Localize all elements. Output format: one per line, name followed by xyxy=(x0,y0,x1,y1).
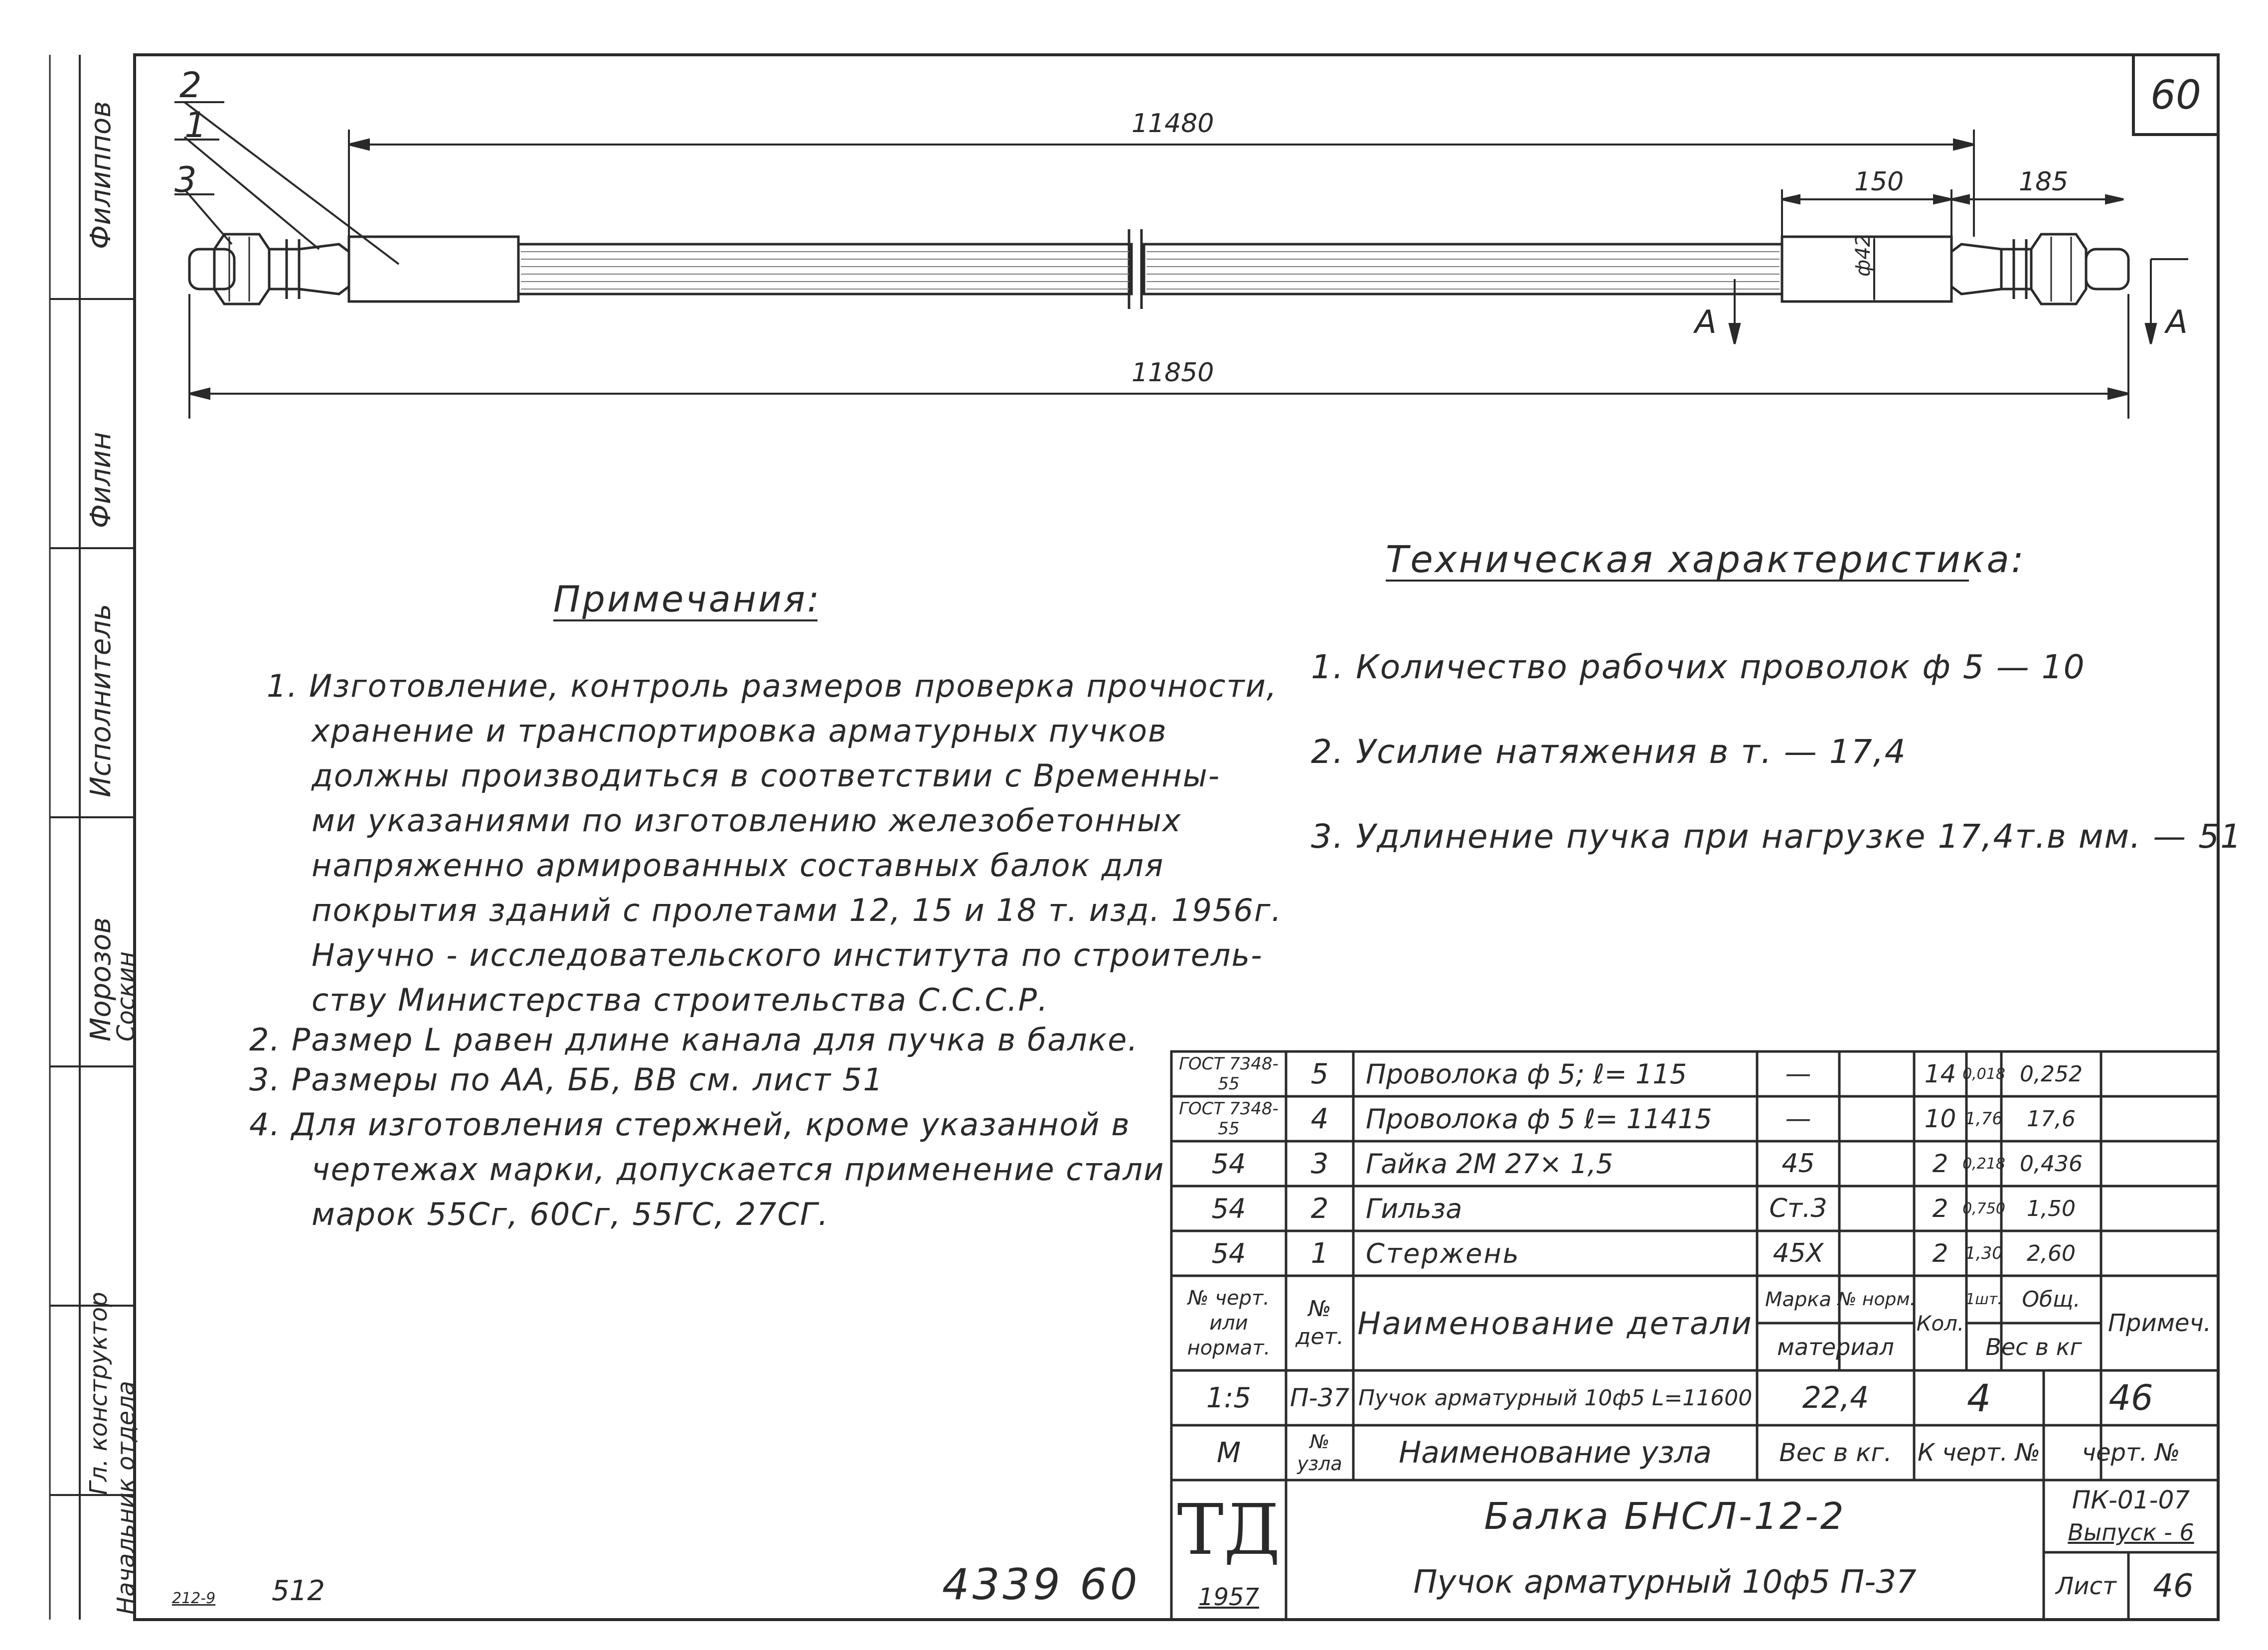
sheet-label: Лист xyxy=(2056,1572,2116,1600)
note-line: 3. Размеры по АА, ББ, ВВ см. лист 51 xyxy=(249,1061,884,1098)
cell-det: 2 xyxy=(1310,1192,1329,1225)
header-material: материал xyxy=(1777,1333,1894,1360)
header-name: Наименование детали xyxy=(1357,1305,1753,1342)
note-line: Научно - исследовательского института по строитель- xyxy=(312,937,1263,973)
note-line: хранение и транспортировка арматурных пучков xyxy=(312,713,1167,749)
side-label-morozov: Морозов xyxy=(85,917,117,1042)
node-weight: 22,4 xyxy=(1802,1380,1869,1415)
section-mark-right: А xyxy=(2166,304,2188,341)
callout-1: 1 xyxy=(184,105,207,146)
note-line: ми указаниями по изготовлению железобетонных xyxy=(312,802,1182,839)
tech-line: 2. Усилие натяжения в т. — 17,4 xyxy=(1311,733,1907,771)
cell-mark: Ст.3 xyxy=(1769,1194,1827,1223)
archive-stamp: 4339 60 xyxy=(942,1560,1140,1610)
node-header-name: Наименование узла xyxy=(1399,1435,1712,1470)
dim-diameter: ф42 xyxy=(1852,234,1875,277)
note-line: марок 55Сг, 60Сг, 55ГС, 27СГ. xyxy=(312,1196,829,1232)
cell-w1: 0,750 xyxy=(1962,1200,2005,1217)
cell-w1: 0,018 xyxy=(1962,1065,2005,1083)
header-ref: № черт. или нормат. xyxy=(1187,1287,1271,1359)
drawing-subtitle: Пучок арматурный 10ф5 П-37 xyxy=(1413,1564,1917,1601)
document-code: ПК-01-07 xyxy=(2072,1486,2190,1514)
cell-qty: 14 xyxy=(1924,1059,1956,1088)
callout-2: 2 xyxy=(179,65,202,106)
cell-name: Проволока ф 5 ℓ= 11415 xyxy=(1366,1103,1712,1135)
cell-det: 5 xyxy=(1310,1057,1329,1090)
header-mark: Марка xyxy=(1765,1288,1832,1311)
cell-qty: 10 xyxy=(1924,1104,1956,1133)
cell-name: Стержень xyxy=(1366,1237,1520,1269)
note-line: ству Министерства строительства С.С.С.Р. xyxy=(312,982,1049,1018)
node-header-scale: М xyxy=(1216,1436,1241,1469)
note-line: 4. Для изготовления стержней, кроме указанной в xyxy=(249,1106,1131,1143)
dim-11480: 11480 xyxy=(1132,109,1214,139)
node-ref: 4 xyxy=(1966,1375,1991,1420)
cell-w1: 0,218 xyxy=(1962,1155,2005,1173)
archive-mark-number: 512 xyxy=(272,1575,325,1607)
cell-det: 1 xyxy=(1310,1237,1329,1270)
tech-title: Техническая характеристика: xyxy=(1386,538,2026,581)
note-line: должны производиться в соответствии с Временны- xyxy=(312,757,1221,794)
node-scale: 1:5 xyxy=(1206,1381,1252,1414)
tech-line: 1. Количество рабочих проволок ф 5 — 10 xyxy=(1311,648,2086,686)
dim-185: 185 xyxy=(2019,167,2069,197)
node-sheet: 46 xyxy=(2108,1377,2153,1418)
cell-mark: 45 xyxy=(1782,1149,1815,1179)
node-header-weight: Вес в кг. xyxy=(1779,1438,1892,1467)
note-line: 1. Изготовление, контроль размеров проверка прочности, xyxy=(267,668,1278,704)
cell-wt: 0,252 xyxy=(2020,1061,2083,1087)
note-line: напряженно армированных составных балок для xyxy=(312,847,1164,884)
side-label-chief-designer: Гл. конструктор xyxy=(85,1292,113,1495)
side-label-filippov: Филиппов xyxy=(85,101,117,249)
side-label-executor: Исполнитель xyxy=(85,603,117,797)
cell-w1: 1,30 xyxy=(1965,1243,2003,1263)
cell-ref: ГОСТ 7348-55 xyxy=(1179,1054,1279,1094)
side-label-soskin: Соскин xyxy=(112,951,140,1042)
cell-qty: 2 xyxy=(1932,1149,1948,1178)
cell-name: Гайка 2М 27× 1,5 xyxy=(1366,1148,1614,1180)
cell-ref: 54 xyxy=(1211,1148,1246,1180)
bundle-hatching xyxy=(521,252,1780,289)
sheet-number: 46 xyxy=(2153,1567,2194,1605)
cell-ref: ГОСТ 7348-55 xyxy=(1179,1099,1279,1139)
note-line: чертежах марки, допускается применение стали xyxy=(312,1151,1165,1188)
node-header-sheet: черт. № xyxy=(2082,1439,2180,1467)
header-note: Примеч. xyxy=(2107,1309,2212,1337)
note-line: 2. Размер L равен длине канала для пучка в балке. xyxy=(249,1022,1139,1058)
cell-det: 3 xyxy=(1310,1147,1329,1180)
side-label-filin: Филин xyxy=(85,432,117,528)
dim-150: 150 xyxy=(1854,167,1904,197)
node-header-node: № узла xyxy=(1297,1431,1342,1475)
cell-wt: 2,60 xyxy=(2027,1240,2076,1266)
note-line: покрытия зданий с пролетами 12, 15 и 18 т. изд. 1956г. xyxy=(312,892,1283,928)
cell-mark: — xyxy=(1785,1059,1811,1089)
header-w1: 1шт. xyxy=(1965,1291,2002,1308)
cell-wt: 17,6 xyxy=(2027,1106,2076,1132)
document-issue: Выпуск - 6 xyxy=(2068,1519,2194,1546)
tech-line: 3. Удлинение пучка при нагрузке 17,4т.в мм. — 51 xyxy=(1311,817,2243,856)
cell-ref: 54 xyxy=(1211,1237,1246,1269)
cell-mark: — xyxy=(1785,1104,1811,1134)
drawing-title: Балка БНСЛ-12-2 xyxy=(1484,1495,1846,1538)
header-qty: Кол. xyxy=(1916,1311,1964,1336)
title-year: 1957 xyxy=(1198,1583,1260,1611)
cell-mark: 45Х xyxy=(1773,1238,1824,1268)
archive-mark-small: 212-9 xyxy=(172,1590,216,1607)
header-norm: № норм. xyxy=(1838,1289,1916,1310)
institute-logo: ТД xyxy=(1177,1489,1281,1571)
section-mark-left: А xyxy=(1695,304,1717,341)
cell-wt: 0,436 xyxy=(2020,1151,2083,1177)
header-det: № дет. xyxy=(1295,1296,1344,1350)
node-name: Пучок арматурный 10ф5 L=11600 xyxy=(1358,1385,1753,1411)
cell-ref: 54 xyxy=(1211,1193,1246,1224)
corner-sheet-number: 60 xyxy=(2150,71,2201,118)
cell-name: Проволока ф 5; ℓ= 115 xyxy=(1366,1058,1687,1090)
node-header-ref: К черт. № xyxy=(1917,1439,2041,1467)
cell-name: Гильза xyxy=(1366,1193,1462,1224)
notes-title: Примечания: xyxy=(553,578,821,620)
bundle-drawing xyxy=(189,229,2128,309)
side-label-department-head: Начальник отдела xyxy=(112,1380,140,1615)
callout-3: 3 xyxy=(174,159,197,200)
header-wt: Общ. xyxy=(2022,1287,2081,1312)
dim-11850: 11850 xyxy=(1132,358,1214,388)
header-weight: Вес в кг xyxy=(1985,1333,2082,1360)
cell-qty: 2 xyxy=(1932,1194,1948,1223)
cell-qty: 2 xyxy=(1932,1239,1948,1268)
node-number: П-37 xyxy=(1290,1383,1350,1412)
cell-wt: 1,50 xyxy=(2027,1196,2076,1221)
cell-w1: 1,76 xyxy=(1965,1109,2003,1129)
cell-det: 4 xyxy=(1310,1102,1329,1135)
